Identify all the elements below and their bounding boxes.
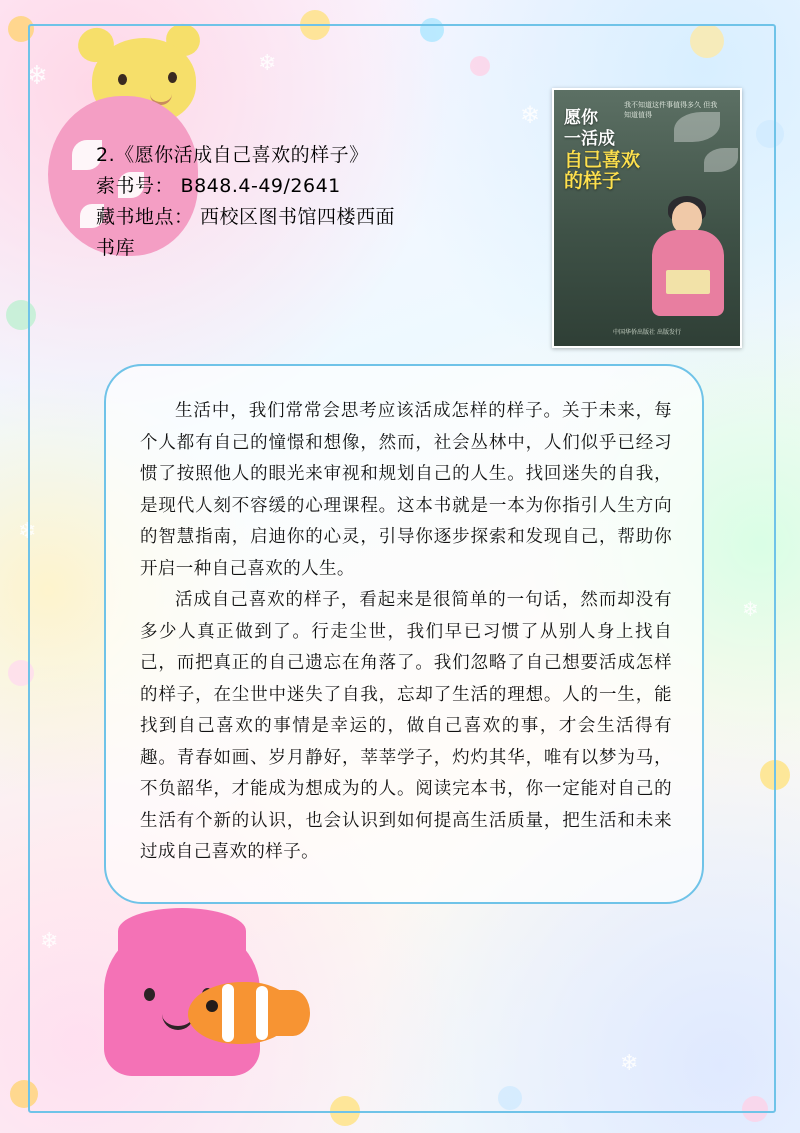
book-cover-title-line3: 自己喜欢 — [564, 149, 641, 171]
book-cover-title — [564, 108, 660, 192]
book-cover-photo — [552, 88, 742, 348]
book-cover-subtitle: 我不知道这件事值得多久 但我知道值得 — [624, 101, 718, 119]
fish-stripe-icon — [222, 984, 234, 1042]
jellyfish-eye-icon — [144, 988, 155, 1001]
book-cover-publisher: 中国华侨出版社 出版发行 — [613, 329, 681, 336]
page-title: 2.《愿你活成自己喜欢的样子》 — [96, 144, 369, 166]
snowflake-icon: ❄ — [18, 518, 37, 543]
snowflake-icon: ❄ — [620, 1050, 639, 1075]
snowflake-icon: ❄ — [26, 60, 48, 90]
leaf-icon — [704, 148, 738, 172]
book-cover-illustration — [642, 196, 734, 324]
description-paragraph-1: 生活中，我们常常会思考应该活成怎样的样子。关于未来，每个人都有自己的憧憬和想像，然而，社会丛林中，人们似乎已经习惯了按照他人的眼光来审视和规划自己的人生。找回迷失的自我，是现代人刻不容缓的心理课程。这本书就是一本为你指引人生方向的智慧指南，启迪你的心灵，引导你逐步探索和发现自己，帮助你开启一种自己喜欢的人生。 — [140, 401, 672, 579]
fish-stripe-icon — [256, 986, 268, 1040]
clownfish-decoration — [180, 964, 310, 1060]
description-card — [104, 364, 704, 904]
book-cover-title-line1: 愿你 — [564, 108, 598, 128]
snowflake-icon: ❄ — [40, 928, 59, 953]
snowflake-icon: ❄ — [258, 50, 277, 75]
fish-tail-icon — [276, 990, 310, 1036]
book-info-block — [96, 140, 516, 264]
book-cover-background — [554, 90, 740, 346]
collection-location-cont: 书库 — [96, 237, 136, 259]
snowflake-icon: ❄ — [520, 102, 541, 129]
book-cover-title-line4: 的样子 — [564, 170, 622, 192]
fish-eye-icon — [206, 1000, 218, 1012]
collection-location: 藏书地点： 西校区图书馆四楼西面 — [96, 206, 396, 228]
description-text — [140, 396, 672, 869]
book-cover-title-line2: 一活成 — [564, 129, 615, 149]
call-number: 索书号： B848.4-49/2641 — [96, 175, 341, 197]
snowflake-icon: ❄ — [742, 599, 759, 621]
description-paragraph-2: 活成自己喜欢的样子，看起来是很简单的一句话，然而却没有多少人真正做到了。行走尘世，我们早已习惯了从别人身上找自己，而把真正的自己遗忘在角落了。我们忽略了自己想要活成怎样的样子，在尘世中迷失了自我，忘却了生活的理想。人的一生，能找到自己喜欢的事情是幸运的，做自己喜欢的事，才会生活得有趣。青春如画、岁月静好，莘莘学子，灼灼其华，唯有以梦为马，不负韶华，才能成为想成为的人。阅读完本书，你一定能对自己的生活有个新的认识，也会认识到如何提高生活质量，把生活和未来过成自己喜欢的样子。 — [140, 590, 672, 862]
illustration-book-icon — [666, 270, 710, 294]
